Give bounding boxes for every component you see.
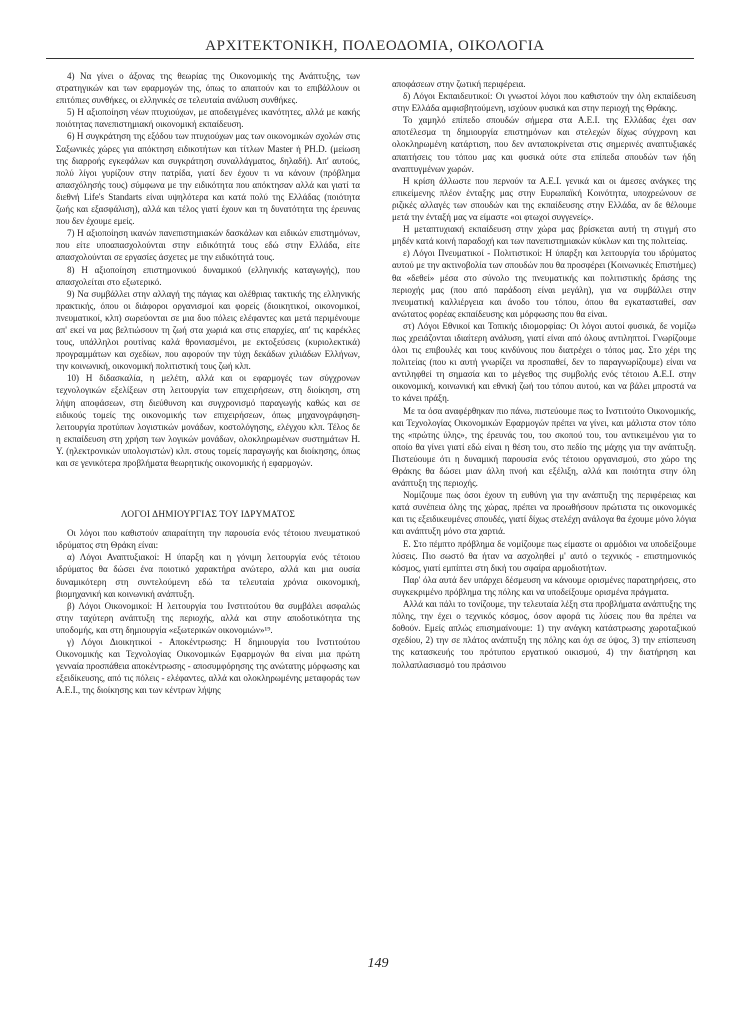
paragraph: δ) Λόγοι Εκπαιδευτικοί: Οι γνωστοί λόγοι που καθιστούν την όλη εκπαίδευση στην Ελλάδα αμφισβητούμενη, ισχύουν φυσικά και στην περιοχή της Θράκης. — [392, 91, 696, 114]
paragraph: Η μεταπτυχιακή εκπαίδευση στην χώρα μας βρίσκεται αυτή τη στιγμή στο μηδέν κατά κοινή παραδοχή και των πανεπιστημιακών κύκλων και της πολιτείας. — [392, 224, 696, 247]
paragraph: Αλλά και πάλι το τονίζουμε, την τελευταία λέξη στα προβλήματα ανάπτυξης της πόλης, την έχει ο τεχνικός κόσμος, όσον αφορά τις λύσεις που θα πρέπει να δοθούν. Εμείς απλώς επισημαίνουμε: 1) την ανάγκη κατάστρωσης χωροταξικού σχεδίου, 2) την σε πλάτος ανάπτυξη της πόλης και όχι σε ύψος, 3) την επίσπευση της κατασκευής του πρότυπου εργατικού οικισμού, 4) την διατήρηση και πολλαπλασιασμό του πράσινου — [392, 599, 696, 670]
paragraph: 4) Να γίνει ο άξονας της θεωρίας της Οικονομικής της Ανάπτυξης, των στρατηγικών και των εφαρμογών της, όπως το απαιτούν και το επιβάλλουν οι επιτόπιες συνθήκες, οι ελληνικές σε τελευταία ανάλυση συνθήκες. — [56, 71, 360, 106]
paragraph: 6) Η συγκράτηση της εξόδου των πτυχιούχων μας των οικονομικών σχολών στις Σαξωνικές χώρες για απόκτηση ειδικοτήτων και τίτλων Master ή PH.D. (μείωση της διαρροής εγκεφάλων και συγκράτηση συναλλάγματος, δηλαδή). Απ' αυτούς, πολύ λίγοι γυρίζουν στην πατρίδα, γιατί δεν έχουν τι να κάνουν (πρόβλημα απασχόλησής τους) σύμφωνα με την ειδικότητα που απόκτησαν αλλά και γιατί τα διεθνή Life's Standarts είναι υψηλότερα και κατά πολύ της Ελλάδας (ποιότητα ζωής και εξασφάλιση), αλλά και τέλος γιατί έχουν και τη δυνατότητα της έρευνας που δεν έχουμε εμείς. — [56, 131, 360, 227]
running-header: ΑΡΧΙΤΕΚΤΟΝΙΚΗ, ΠΟΛΕΟΔΟΜΙΑ, ΟΙΚΟΛΟΓΙΑ — [205, 38, 545, 54]
paragraph: αποφάσεων στην ζωτική περιφέρεια. — [392, 79, 526, 89]
right-column — [392, 78, 696, 671]
page-number: 149 — [367, 956, 389, 971]
paragraph: Παρ' όλα αυτά δεν υπάρχει δέσμευση να κάνουμε ορισμένες παρατηρήσεις, στο συγκεκριμένο πρόβλημα της πόλης και να υποδείξουμε ορισμένα πράγματα. — [392, 574, 696, 597]
paragraph: 8) Η αξιοποίηση επιστημονικού δυναμικού (ελληνικής καταγωγής), που απασχολείται στο εξωτερικό. — [56, 264, 360, 287]
paragraph: Νομίζουμε πως όσοι έχουν τη ευθύνη για την ανάπτυξη της περιφέρειας και κατά συνέπεια όλης της χώρας, πρέπει να προωθήσουν πρώτιστα τις οικονομικές και τις εξειδικευμένες σπουδές, γιατί δίχως στελέχη ανάλογα θα έχουμε μόνο λόγια και ανάπτυξη μόνο στα χαρτιά. — [392, 490, 696, 537]
paragraph: 5) Η αξιοποίηση νέων πτυχιούχων, με αποδειγμένες ικανότητες, αλλά με κακής ποιότητας πανεπιστημιακή οικονομική εκπαίδευση. — [56, 107, 360, 130]
paragraph: 10) Η διδασκαλία, η μελέτη, αλλά και οι εφαρμογές των σύγχρονων τεχνολογικών εξελίξεων στη λειτουργία των επιχειρήσεων, στη διοίκηση, στη λήψη αποφάσεων, στη διεύθυνση και συγχρονισμό παραγωγής καθώς και σε ειδικούς τομείς της οικονομικής των επιχειρήσεων, όπως μηχανογράφηση-λειτουργία προτύπων λογιστικών μονάδων, κοστολόγησης, ελέγχου κλπ. Τέλος δε η εκπαίδευση στη χρήση των λογικών μονάδων, ολοκληρωμένων συστημάτων Η. Υ. (ηλεκτρονικών υπολογιστών) κλπ. στους τομείς παραγωγής και διοίκησης, όπως και σε γενικότερα προβλήματα θεωρητικής οικονομικής ή εφαρμογών. — [56, 373, 360, 468]
paragraph: 9) Να συμβάλλει στην αλλαγή της πάγιας και ολέθριας τακτικής της ελληνικής πρακτικής, όπου οι διάφοροι οργανισμοί και φορείς (διοικητικοί, οικονομικοί, πνευματικοί, κλπ) σωρεύονται σε μια δυο πόλεις ελέφαντες και μετά περιμένουμε απ' εκεί να μας βελτιώσουν τη ζωή στα χωριά και στις επαρχίες, απ' τις καρέκλες τους, υπάλληλοι ρουτίνας καλά θρονιασμένοι, με εκτοξεύσεις (κυριολεκτικά) προγραμμάτων και σχεδίων, που αφορούν την τύχη δεκάδων χιλιάδων Ελλήνων, την κοινωνική, οικονομική πολιτιστική τους ζωή κλπ. — [56, 288, 360, 372]
paragraph: Η κρίση άλλωστε που περνούν τα Α.Ε.Ι. γενικά και οι άμεσες ανάγκες της επικείμενης πλέον ένταξης μας στην Ευρωπαϊκή Κοινότητα, υποχρεώνουν σε ριζικές αλλαγές των σπουδών και της εκπαίδευσης στην Ελλάδα, αν δε θέλουμε μετά την ένταξή μας να είμαστε «οι φτωχοί συγγενείς». — [392, 175, 696, 223]
paragraph: ε) Λόγοι Πνευματικοί - Πολιτιστικοί: Η ύπαρξη και λειτουργία του ιδρύματος αυτού με την ακτινοβολία των σπουδών που θα προσφέρει (Κοινωνικές Επιστήμες) θα «δεθεί» μέσα στο σύνολο της πνευματικής και πολιτιστικής δράσης της περιοχής μας (που από παράδοση είναι μεγάλη), για να συμβάλλει στην πνευματική καλλιέργεια και άνοδο του τόπου, όπου θα εγκατασταθεί, σαν ανώτατος φορέας εκπαίδευσης και μόρφωσης που θα είναι. — [392, 248, 696, 319]
paragraph: στ) Λόγοι Εθνικοί και Τοπικής ιδιομορφίας: Οι λόγοι αυτοί φυσικά, δε νομίζω πως χρειάζονται ιδιαίτερη ανάλυση, γιατί είναι από όλους αντιληπτοί. Γνωρίζουμε όλοι τις επιβουλές και τους κινδύνους που διατρέχει ο τόπος μας. Στο χέρι της πολιτείας (που κι αυτή γνωρίζει να προσπαθεί, δεν το παραγνωρίζουμε) είναι να αντιληφθεί τη σημασία και το μέγεθος της συμβολής ενός τέτοιου Α.Ε.Ι. στην οικονομική, κοινωνική και εθνική ζωή του τόπου αυτού, και να βάλει μπροστά να το κάνει πράξη. — [392, 320, 696, 404]
paragraph: Οι λόγοι που καθιστούν απαραίτητη την παρουσία ενός τέτοιου πνευματικού ιδρύματος στη Θράκη είναι: — [56, 528, 360, 551]
paragraph: β) Λόγοι Οικονομικοί: Η λειτουργία του Ινστιτούτου θα συμβάλει ασφαλώς στην ταχύτερη ανάπτυξη της περιοχής, αλλά και στην αποδοτικότητα της υποδομής, και στη δημιουργία «εξωτερικών οικονομιών»¹⁹. — [56, 600, 360, 635]
paragraph: Ε. Στο πέμπτο πρόβλημα δε νομίζουμε πως είμαστε οι αρμόδιοι να υποδείξουμε λύσεις. Πιο σωστό θα ήταν να ασχοληθεί μ' αυτό ο τεχνικός - επιστημονικός κόσμος, γιατί εμπίπτει στη δική του σφαίρα αρμοδιοτήτων. — [392, 538, 696, 573]
paragraph: Με τα όσα αναφέρθηκαν πιο πάνω, πιστεύουμε πως το Ινστιτούτο Οικονομικής, και Τεχνολογίας Οικονομικών Εφαρμογών πρέπει να γίνει, και μάλιστα στον τόπο της «πρώτης ύλης», της έρευνάς του, του σκοπού του, του αντικειμένου για το οποίο θα γίνει γιατί εδώ είναι η θέση του, στο πεδίο της μάχης για την ανάπτυξη. Πιστεύουμε ότι η δυναμική παρουσία ενός τέτοιου οργανισμού, στο χώρο της Θράκης θα δώσει μιαν άλλη πνοή και εξέλιξη, αλλά και ποιότητα στην όλη ανάπτυξη της περιοχής. — [392, 405, 696, 489]
paragraph: γ) Λόγοι Διοικητικοί - Αποκέντρωσης: Η δημιουργία του Ινστιτούτου Οικονομικής και Τεχνολογίας Οικονομικών Εφαρμογών θα είναι μια πρώτη γενναία προσπάθεια αποκέντρωσης - αποσυμφόρησης της ανώτατης μόρφωσης και εξειδίκευσης, από τις πόλεις - ελέφαντες, αλλά και ολοκληρωμένης μεταφοράς των Α.Ε.Ι., της διοίκησης και των κέντρων λήψης — [56, 637, 360, 696]
section-title: ΛΟΓΟΙ ΔΗΜΙΟΥΡΓΙΑΣ ΤΟΥ ΙΔΡΥΜΑΤΟΣ — [120, 510, 296, 521]
paragraph: 7) Η αξιοποίηση ικανών πανεπιστημιακών δασκάλων και ειδικών επιστημόνων, που είτε υποαπασχολούνται στην ειδικότητά τους εδώ στην Ελλάδα, είτε απασχολούνται σε εργασίες άσχετες με την ειδικότητά τους. — [56, 228, 360, 263]
paragraph: Το χαμηλό επίπεδο σπουδών σήμερα στα Α.Ε.Ι. της Ελλάδας έχει σαν αποτέλεσμα τη δημιουργία επιστημόνων και στελεχών δίχως σύγχρονη και ολοκληρωμένη κατάρτιση, που δεν ανταποκρίνεται στις σημερινές αναπτυξιακές απαιτήσεις του τόπου μας και φυσικά ούτε στα επίπεδα σπουδών των ήδη αναπτυγμένων χωρών. — [392, 115, 696, 174]
left-column — [56, 70, 360, 697]
paragraph: α) Λόγοι Αναπτυξιακοί: Η ύπαρξη και η γόνιμη λειτουργία ενός τέτοιου ιδρύματος θα δώσει ένα ποιοτικό χαρακτήρα ανώτερο, αλλά και μια ουσία δυναμικότερη στη συντελούμενη εδώ τα τελευταία χρόνια οικονομική, βιομηχανική και κοινωνική ανάπτυξη. — [56, 552, 360, 599]
header-rule — [46, 58, 694, 59]
